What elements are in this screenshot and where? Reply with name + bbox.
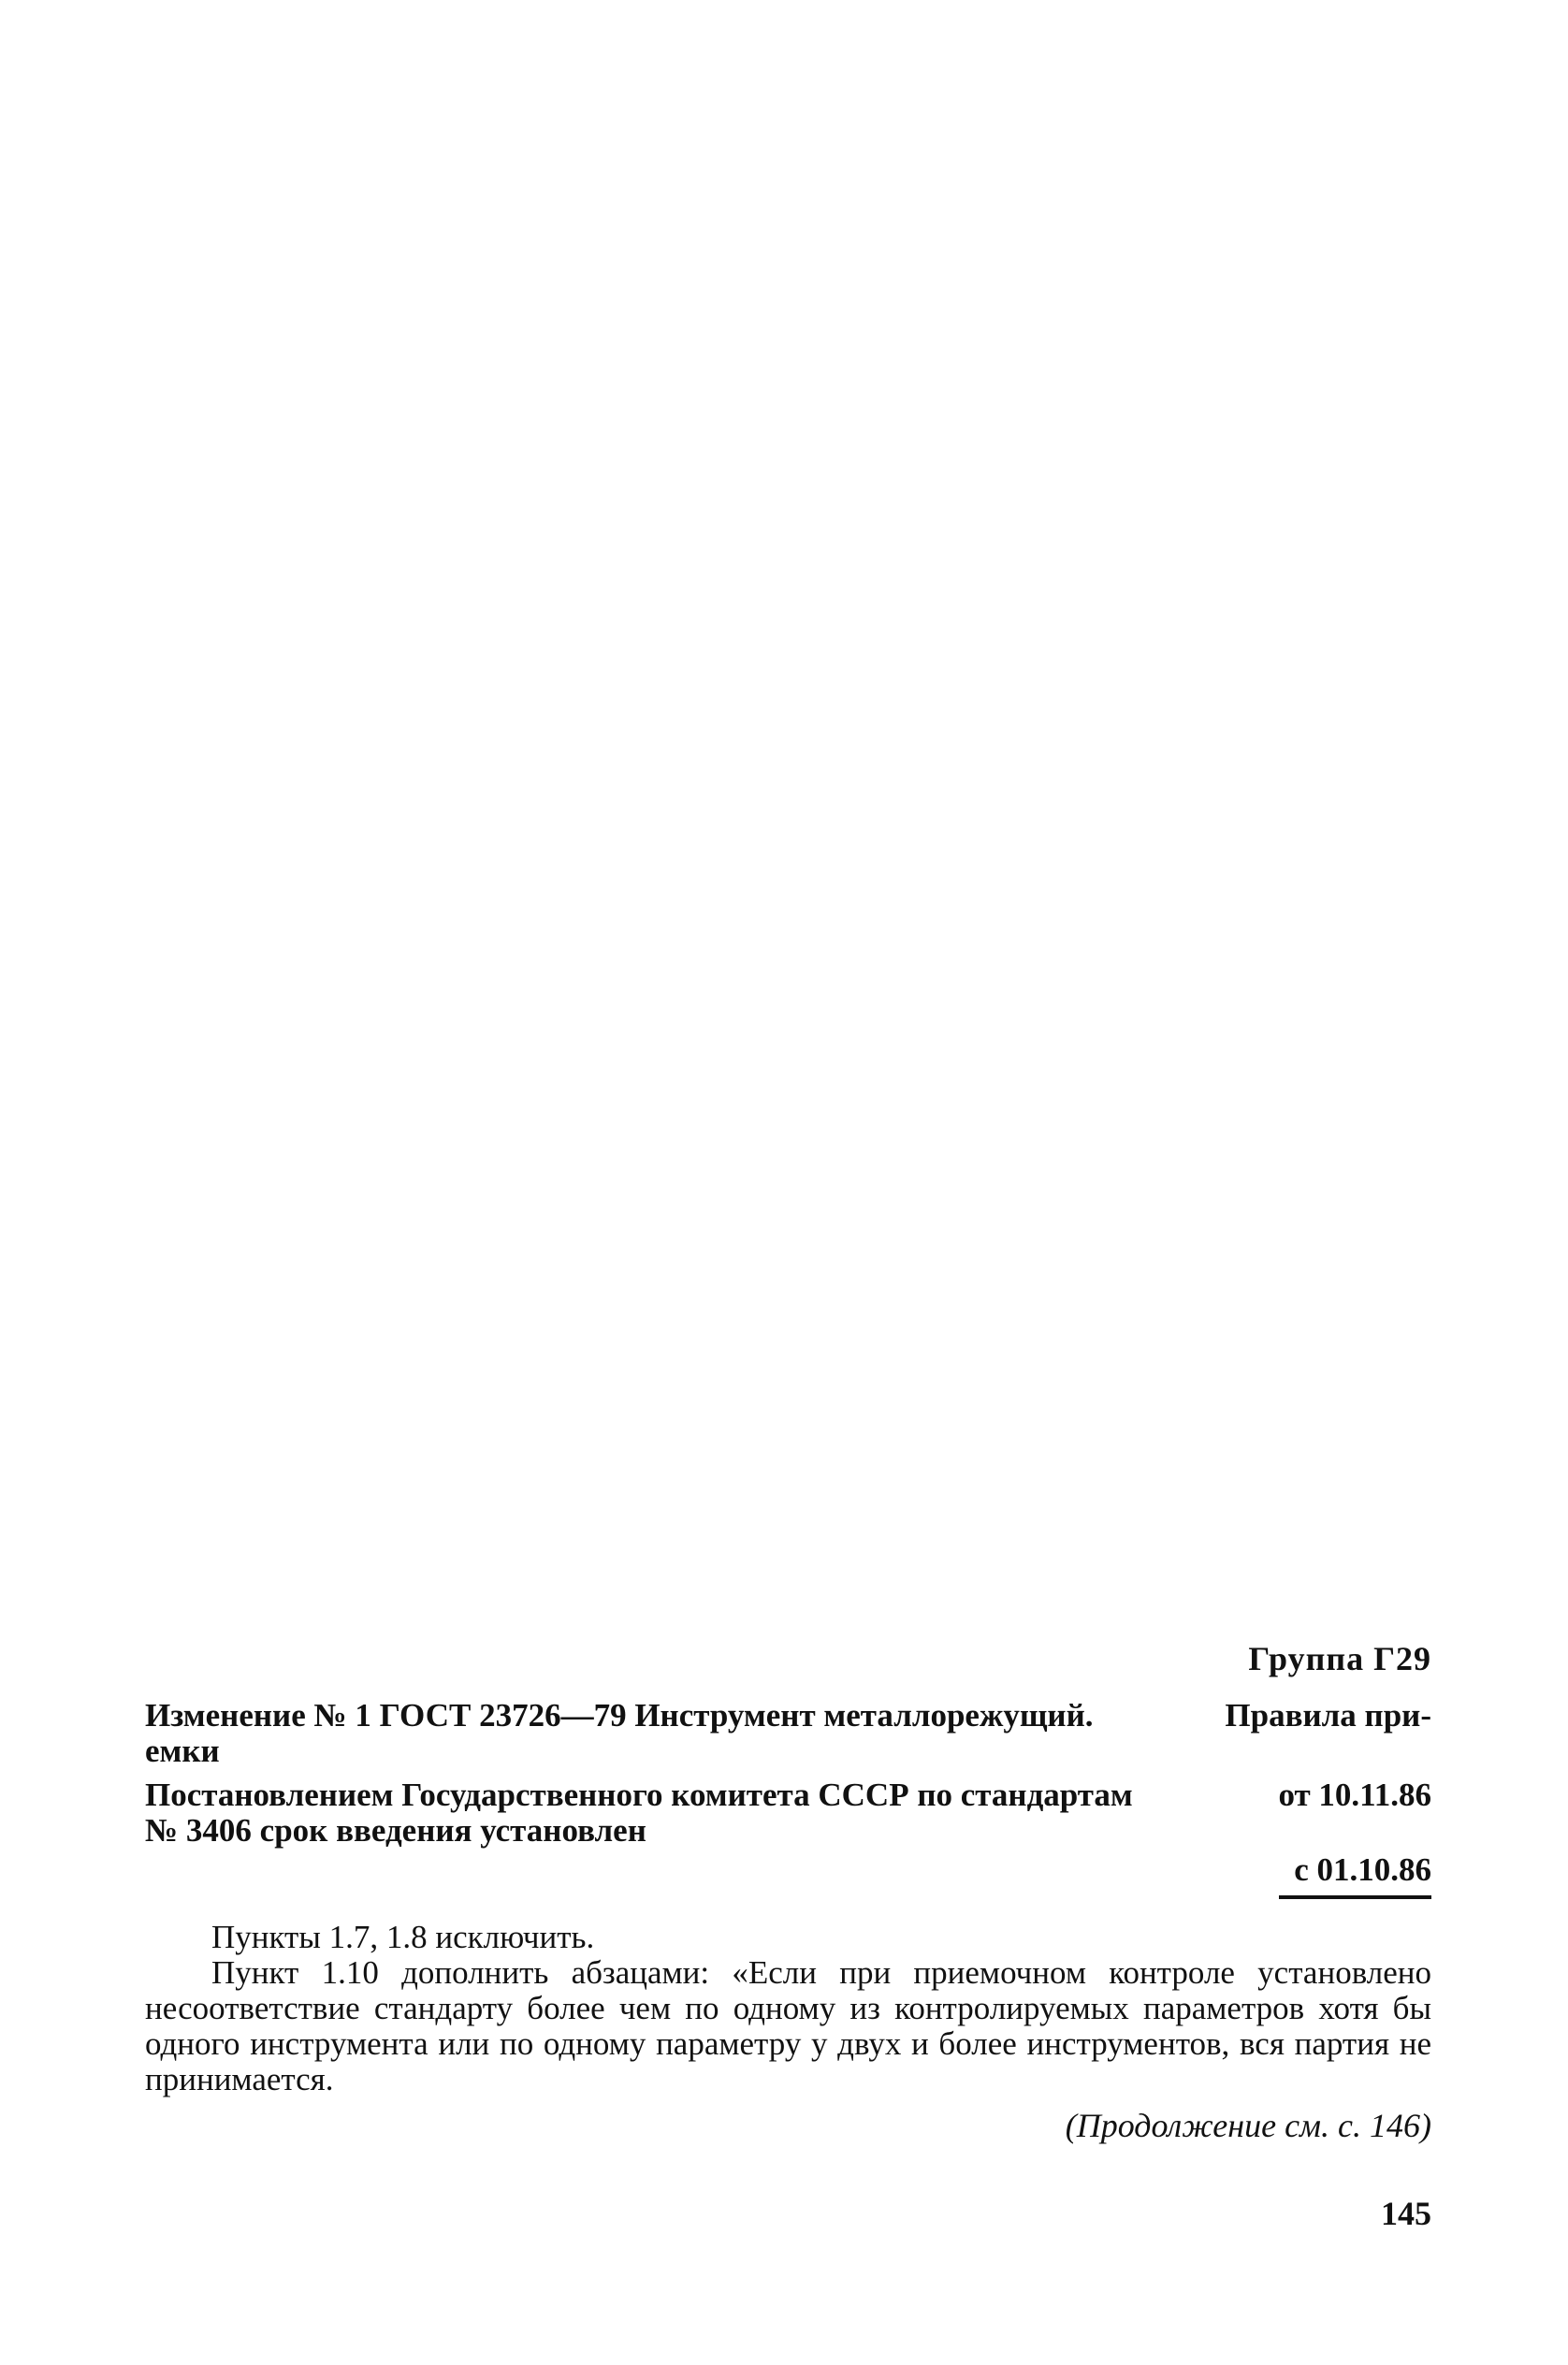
decree-line-2: № 3406 срок введения установлен xyxy=(145,1812,646,1849)
group-code: Группа Г29 xyxy=(1248,1640,1431,1677)
decree-text-left: Постановлением Государственного комитета СССР по стандартам xyxy=(145,1777,1133,1813)
amendment-body xyxy=(145,1920,1431,2097)
decree-line-1 xyxy=(145,1777,1431,1813)
page-number: 145 xyxy=(1381,2195,1431,2232)
continuation-note: (Продолжение см. с. 146) xyxy=(1065,2107,1431,2144)
decree-statement xyxy=(145,1777,1431,1849)
amendment-title xyxy=(145,1698,1431,1769)
effective-date: с 01.10.86 xyxy=(1294,1851,1431,1888)
amendment-title-line-1 xyxy=(145,1698,1431,1734)
paragraph-2: Пункт 1.10 дополнить абзацами: «Если при приемочном контроле установлено несоответствие стандарту более чем по одному из контролируемых параметров хотя бы одного инструмента или по одному параметру у двух и более инструментов, вся партия не принимается. xyxy=(145,1954,1431,2097)
paragraph-1: Пункты 1.7, 1.8 исключить. xyxy=(211,1919,595,1955)
amendment-title-line-2: емки xyxy=(145,1733,220,1769)
amendment-title-left: Изменение № 1 ГОСТ 23726—79 Инструмент металлорежущий. xyxy=(145,1697,1094,1734)
amendment-title-right: Правила при- xyxy=(1225,1697,1431,1734)
effective-date-underline xyxy=(1279,1895,1431,1899)
decree-date: от 10.11.86 xyxy=(1278,1777,1431,1813)
